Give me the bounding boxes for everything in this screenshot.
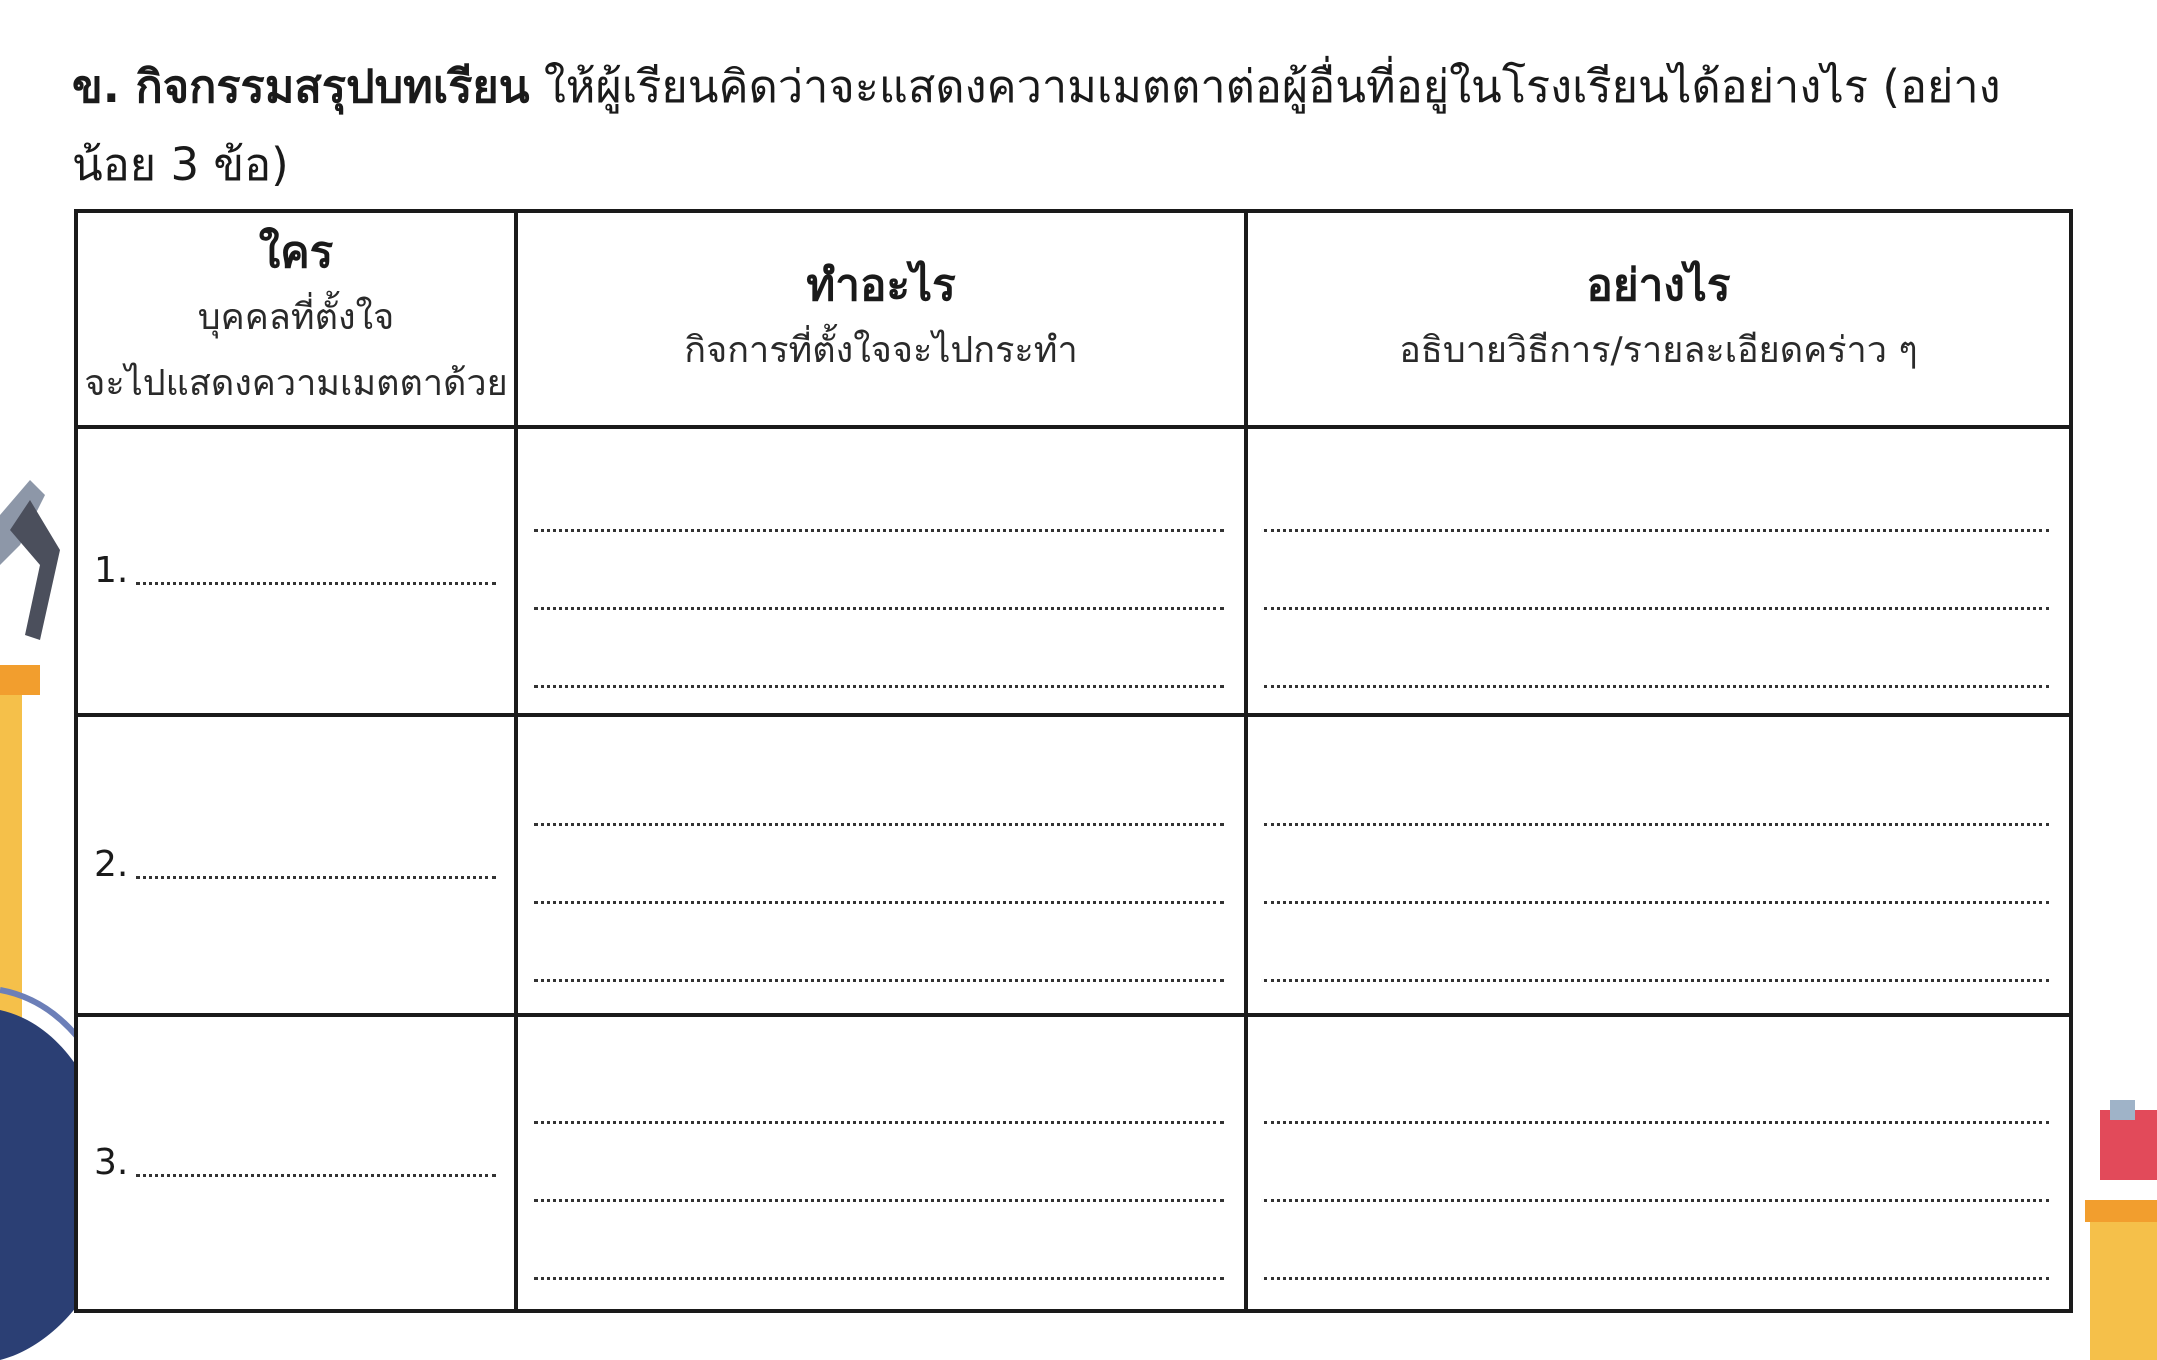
row-number: 1. — [94, 550, 129, 591]
who-cell — [76, 427, 516, 715]
kindness-plan-table — [74, 209, 2073, 1313]
row-number: 3. — [94, 1142, 129, 1183]
answer-line[interactable] — [1264, 610, 2049, 688]
column-header-who — [76, 211, 516, 427]
answer-line[interactable] — [1264, 1202, 2049, 1280]
who-cell — [76, 715, 516, 1015]
what-cell — [516, 1015, 1246, 1311]
answer-line[interactable] — [534, 610, 1224, 688]
what-cell — [516, 427, 1246, 715]
instruction-text: ให้ผู้เรียนคิดว่าจะแสดงความเมตตาต่อผู้อื่นที่อยู่ในโรงเรียนได้อย่างไร (อย่างน้อย 3 ข้อ) — [72, 60, 2001, 191]
column-header-what — [516, 211, 1246, 427]
who-answer-field[interactable] — [136, 848, 496, 879]
table-row — [76, 427, 2071, 715]
answer-line[interactable] — [1264, 1124, 2049, 1202]
column-subtitle: กิจการที่ตั้งใจจะไปกระทำ — [684, 330, 1078, 371]
how-cell — [1246, 715, 2071, 1015]
what-cell — [516, 715, 1246, 1015]
row-number: 2. — [94, 844, 129, 885]
answer-line[interactable] — [1264, 826, 2049, 904]
column-title: ใคร — [258, 227, 334, 278]
answer-line[interactable] — [534, 1202, 1224, 1280]
who-cell — [76, 1015, 516, 1311]
column-subtitle: จะไปแสดงความเมตตาด้วย — [84, 363, 508, 404]
table-row — [76, 1015, 2071, 1311]
how-cell — [1246, 427, 2071, 715]
activity-heading: ข. กิจกรรมสรุปบทเรียน — [72, 60, 530, 113]
answer-line[interactable] — [1264, 532, 2049, 610]
answer-line[interactable] — [1264, 904, 2049, 982]
column-header-how — [1246, 211, 2071, 427]
column-title: ทำอะไร — [806, 260, 956, 311]
answer-line[interactable] — [534, 748, 1224, 826]
activity-instruction — [72, 48, 2082, 204]
table-row — [76, 715, 2071, 1015]
answer-line[interactable] — [534, 826, 1224, 904]
column-subtitle: อธิบายวิธีการ/รายละเอียดคร่าว ๆ — [1399, 330, 1918, 371]
answer-line[interactable] — [1264, 1046, 2049, 1124]
who-answer-field[interactable] — [136, 1146, 496, 1177]
answer-line[interactable] — [1264, 454, 2049, 532]
answer-line[interactable] — [534, 532, 1224, 610]
who-answer-field[interactable] — [136, 554, 496, 585]
answer-line[interactable] — [534, 1046, 1224, 1124]
answer-line[interactable] — [1264, 748, 2049, 826]
table-header-row — [76, 211, 2071, 427]
answer-line[interactable] — [534, 1124, 1224, 1202]
column-subtitle: บุคคลที่ตั้งใจ — [197, 297, 395, 338]
right-illustration — [2060, 1090, 2157, 1360]
answer-line[interactable] — [534, 904, 1224, 982]
column-title: อย่างไร — [1586, 260, 1731, 311]
answer-line[interactable] — [534, 454, 1224, 532]
how-cell — [1246, 1015, 2071, 1311]
